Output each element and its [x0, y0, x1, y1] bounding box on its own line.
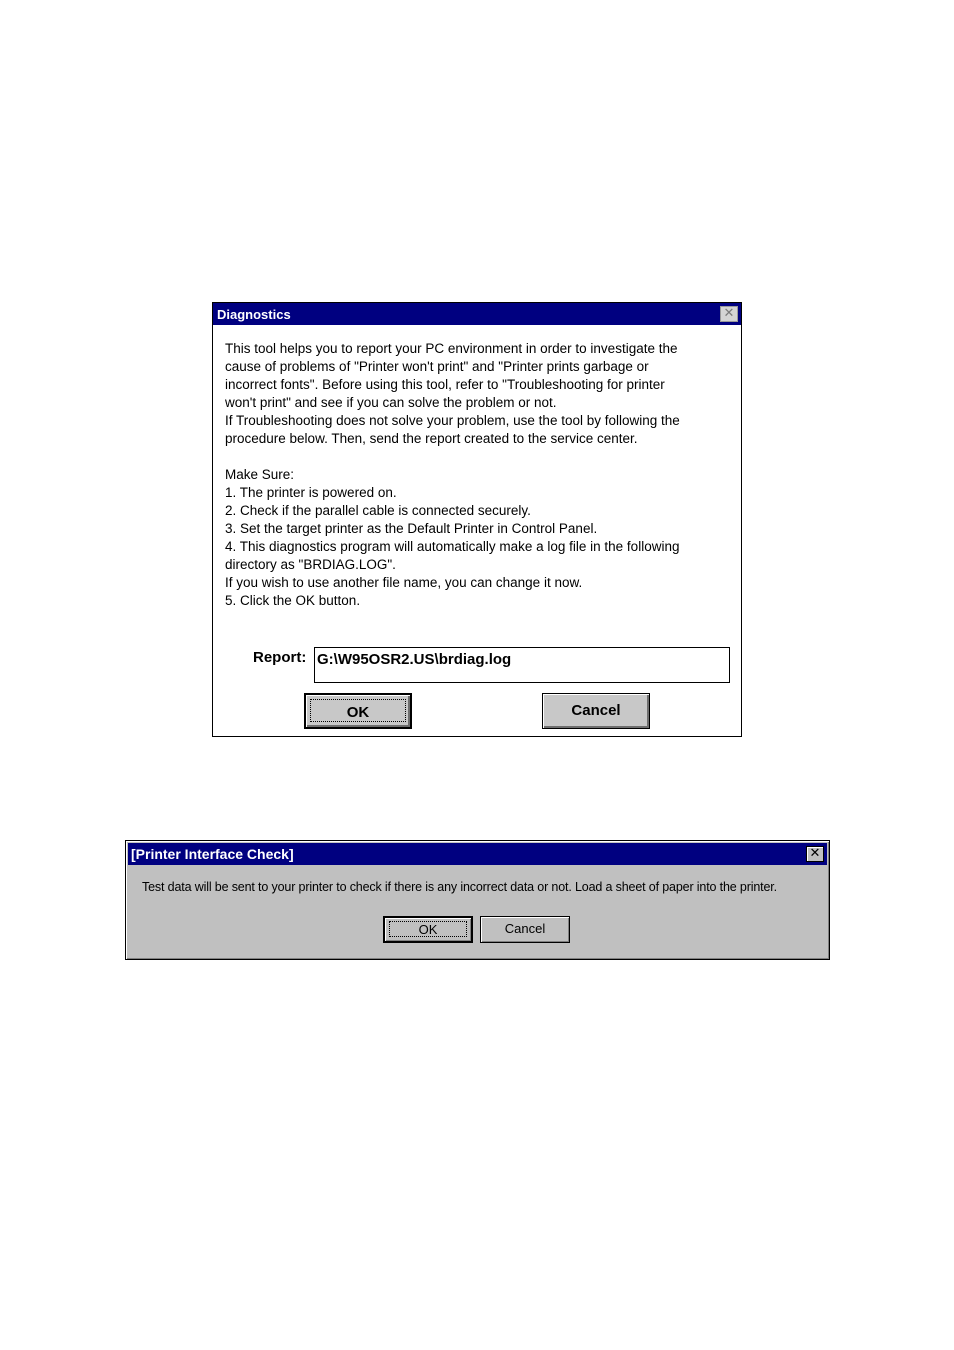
cancel-button-label: Cancel [504, 921, 546, 936]
ok-button-label: OK [310, 699, 406, 722]
ok-button-label: OK [389, 921, 467, 937]
printer-interface-titlebar [128, 843, 827, 865]
step-line: 4. This diagnostics program will automatically make a log file in the following [225, 539, 680, 554]
printer-interface-message: Test data will be sent to your printer to check if there is any incorrect data or not. Load a sheet of paper into the printer. [142, 880, 777, 894]
step-line: 3. Set the target printer as the Default Printer in Control Panel. [225, 521, 598, 536]
step-line: 1. The printer is powered on. [225, 485, 397, 500]
diagnostics-instructions [225, 340, 733, 610]
step-line: 5. Click the OK button. [225, 593, 361, 608]
step-line: 2. Check if the parallel cable is connected securely. [225, 503, 531, 518]
report-label: Report: [253, 649, 307, 666]
intro-line: procedure below. Then, send the report created to the service center. [225, 431, 638, 446]
diagnostics-titlebar [213, 303, 741, 325]
close-icon[interactable]: ✕ [806, 846, 824, 862]
step-line: directory as "BRDIAG.LOG". [225, 557, 396, 572]
diagnostics-dialog [212, 302, 742, 737]
intro-line: This tool helps you to report your PC environment in order to investigate the [225, 341, 678, 356]
printer-interface-title: [Printer Interface Check] [131, 846, 294, 862]
diagnostics-title: Diagnostics [217, 307, 291, 322]
intro-line: If Troubleshooting does not solve your problem, use the tool by following the [225, 413, 680, 428]
intro-line: incorrect fonts". Before using this tool, refer to "Troubleshooting for printer [225, 377, 665, 392]
close-icon[interactable]: ✕ [720, 306, 738, 322]
report-path-input[interactable]: G:\W95OSR2.US\brdiag.log [314, 647, 730, 683]
ok-button[interactable] [383, 916, 473, 943]
cancel-button[interactable] [480, 916, 570, 943]
cancel-button-label: Cancel [571, 702, 621, 719]
steps-heading: Make Sure: [225, 467, 295, 482]
printer-interface-check-dialog [125, 840, 830, 960]
intro-line: won't print" and see if you can solve the problem or not. [225, 395, 557, 410]
intro-line: cause of problems of "Printer won't print" and "Printer prints garbage or [225, 359, 649, 374]
paragraph-gap [225, 448, 733, 466]
step-line: If you wish to use another file name, you can change it now. [225, 575, 583, 590]
cancel-button[interactable] [542, 693, 650, 729]
ok-button[interactable] [304, 693, 412, 729]
